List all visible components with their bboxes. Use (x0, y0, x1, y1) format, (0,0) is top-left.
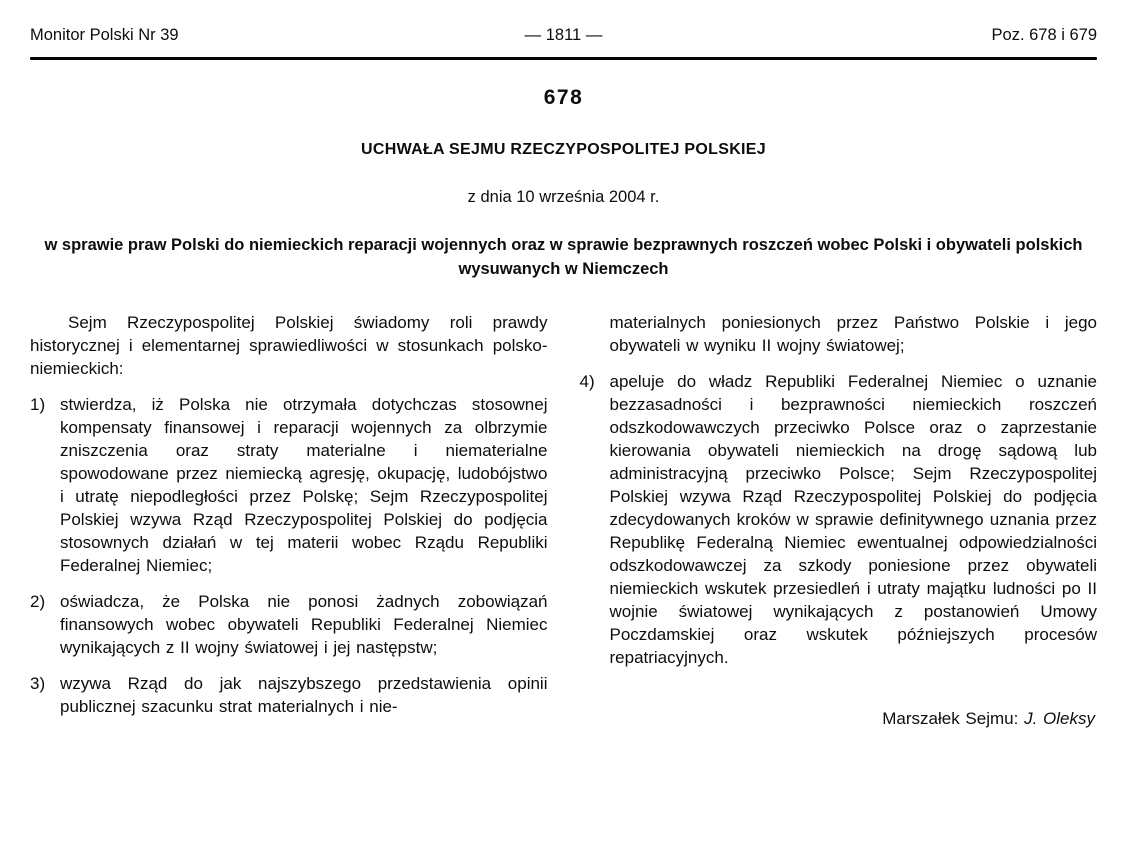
item-marker: 2) (30, 592, 46, 612)
signature-label: Marszałek Sejmu: (882, 709, 1019, 729)
journal-title: Monitor Polski Nr 39 (30, 26, 179, 44)
page-number: — 1811 — (524, 26, 603, 44)
item-text: oświadcza, że Polska nie ponosi żadnych zobowiązań finansowych wobec obywateli Republiki Federalnej Niemiec wynikających z II wojny światowej i jej następstw; (60, 592, 548, 658)
header-rule (30, 57, 1097, 61)
act-number: 678 (543, 86, 584, 110)
list-item-4 (580, 370, 1098, 669)
item-marker: 3) (30, 674, 46, 694)
page-header (30, 26, 1097, 46)
left-column (30, 311, 548, 747)
body-columns (30, 311, 1097, 747)
list-item-2 (30, 590, 548, 659)
item-text: wzywa Rząd do jak najszybszego przedstawienia opinii publicznej szacunku strat materialnych i nie- (60, 674, 548, 717)
item-marker: 4) (579, 372, 595, 392)
right-column (580, 311, 1098, 747)
act-title: UCHWAŁA SEJMU RZECZYPOSPOLITEJ POLSKIEJ (361, 141, 766, 159)
act-subject: w sprawie praw Polski do niemieckich reparacji wojennych oraz w sprawie bezprawnych roszczeń wobec Polski i obywateli polskich wysuwanych w Niemczech (44, 236, 1083, 279)
item-text: apeluje do władz Republiki Federalnej Niemiec o uznanie bezzasadności i bezprawności niemieckich roszczeń odszkodowawczych przeciwko Polsce oraz o zaprzestanie kierowania obywateli niemieckich na drogę sądową lub administracyjną przeciwko Polsce; Sejm Rzeczypospolitej Polskiej wzywa Rząd Rzeczypospolitej Polskiej do podjęcia zdecydowanych kroków w sprawie definitywnego uznania przez Republikę Federalną Niemiec ewentualnej odpowiedzialności odszkodowawczej za szkody poniesione przez obywateli niemieckich wskutek przesiedleń i utraty majątku ludności po II wojnie światowej wynikających z postanowień Umowy Poczdamskiej oraz wskutek późniejszych procesów repatriacyjnych. (609, 372, 1097, 668)
item-marker: 1) (30, 395, 46, 415)
list-item-3 (30, 672, 548, 718)
item-3-continuation: materialnych poniesionych przez Państwo Polskie i jego obywateli w wyniku II wojny światowej; (609, 313, 1097, 356)
intro-paragraph: Sejm Rzeczypospolitej Polskiej świadomy roli prawdy historycznej i elementarnej sprawiedliwości w stosunkach polsko-niemieckich: (30, 313, 548, 379)
item-text: stwierdza, iż Polska nie otrzymała dotychczas stosownej kompensaty finansowej i reparacji wojennych za olbrzymie zniszczenia oraz straty materialne i niematerialne spowodowane przez niemiecką agresję, okupację, ludobójstwo i utratę niepodległości przez Polskę; Sejm Rzeczypospolitej Polskiej wzywa Rząd Rzeczypospolitej Polskiej do podjęcia stosownych działań w tej materii wobec Rządu Republiki Federalnej Niemiec; (60, 395, 548, 576)
position-number: Poz. 678 i 679 (991, 26, 1098, 44)
signature-name: J. Oleksy (1024, 709, 1095, 729)
act-date: z dnia 10 września 2004 r. (467, 188, 660, 207)
signature-line (580, 707, 1098, 730)
list-item-1 (30, 393, 548, 577)
